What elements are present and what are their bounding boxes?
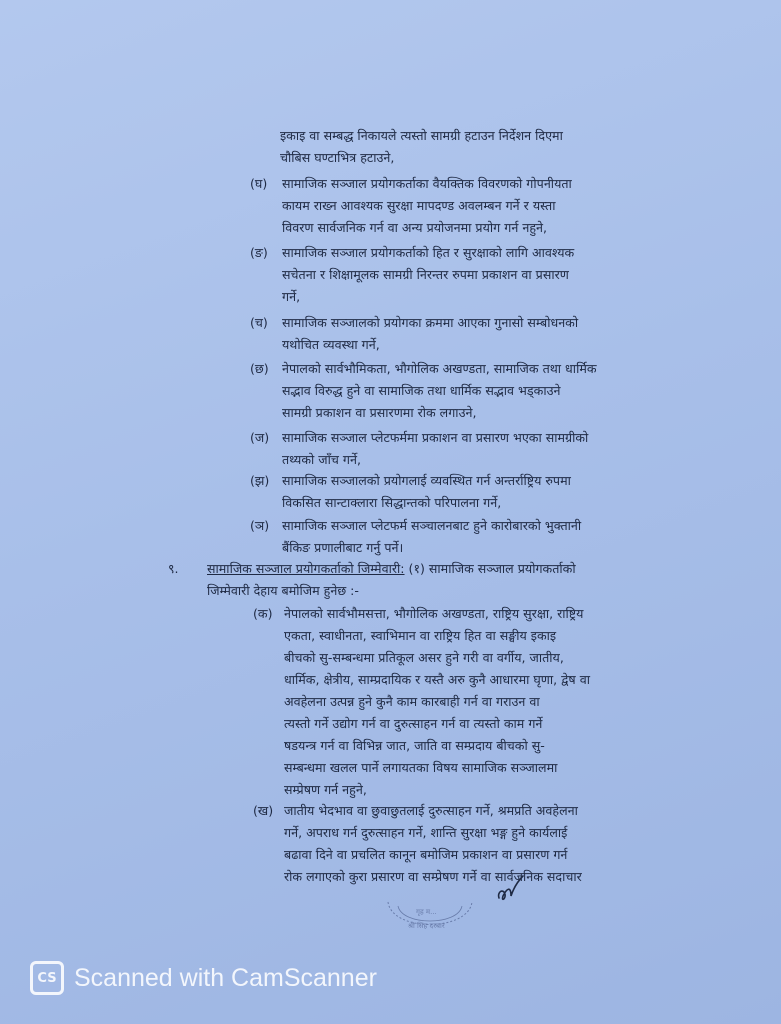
seal-outline [382, 892, 478, 946]
item-marker-nga: (ङ) [250, 245, 268, 260]
sub-item-ka-line-6: त्यस्तो गर्ने उद्योग गर्न वा दुरुत्साहन गर्न वा त्यस्तो काम गर्ने [284, 716, 543, 731]
sub-item-kha-line-4: रोक लगाएको कुरा प्रसारण वा सम्प्रेषण गर्ने वा सार्वजनिक सदाचार [284, 869, 582, 884]
intro-line-2: चौबिस घण्टाभित्र हटाउने, [280, 150, 395, 165]
stamp-text-1: गृह म... [416, 908, 437, 916]
item-gha-line-3: विवरण सार्वजनिक गर्न वा अन्य प्रयोजनमा प्रयोग गर्न नहुने, [282, 220, 548, 235]
sub-item-ka-line-1: नेपालको सार्वभौमसत्ता, भौगोलिक अखण्डता, राष्ट्रिय सुरक्षा, राष्ट्रिय [284, 606, 584, 621]
sub-item-ka-line-2: एकता, स्वाधीनता, स्वाभिमान वा राष्ट्रिय हित वा सङ्घीय इकाइ [284, 628, 557, 643]
item-nga-line-2: सचेतना र शिक्षामूलक सामग्री निरन्तर रुपमा प्रकाशन वा प्रसारण [282, 267, 569, 282]
item-marker-jha: (झ) [250, 473, 270, 488]
sub-item-marker-kha: (ख) [253, 803, 274, 818]
sub-item-ka-line-3: बीचको सु-सम्बन्धमा प्रतिकूल असर हुने गरी वा वर्गीय, जातीय, [284, 650, 564, 665]
sub-item-marker-ka: (क) [253, 606, 273, 621]
camscanner-logo-icon: CS [30, 961, 64, 995]
item-jha-line-1: सामाजिक सञ्जालको प्रयोगलाई व्यवस्थित गर्न अन्तर्राष्ट्रिय रुपमा [282, 473, 571, 488]
item-cha-line-1: सामाजिक सञ्जालको प्रयोगका क्रममा आएका गुनासो सम्बोधनको [282, 315, 579, 330]
item-ja-line-1: सामाजिक सञ्जाल प्लेटफर्ममा प्रकाशन वा प्रसारण भएका सामग्रीको [282, 430, 589, 445]
item-marker-gha: (घ) [250, 176, 268, 191]
section-number: ९. [168, 561, 179, 576]
section-second-line: जिम्मेवारी देहाय बमोजिम हुनेछ :- [207, 583, 359, 598]
item-nya-line-1: सामाजिक सञ्जाल प्लेटफर्म सञ्चालनबाट हुने कारोबारको भुक्तानी [282, 518, 582, 533]
section-heading: सामाजिक सञ्जाल प्रयोगकर्ताको जिम्मेवारी: [207, 561, 405, 576]
official-seal-stamp [382, 892, 478, 946]
sub-item-ka-line-4: धार्मिक, क्षेत्रीय, साम्प्रदायिक र यस्तै अरु कुनै आधारमा घृणा, द्वेष वा [284, 672, 590, 687]
item-chha-line-2: सद्भाव विरुद्ध हुने वा सामाजिक तथा धार्मिक सद्भाव भड्काउने [282, 383, 561, 398]
intro-line-1: इकाइ वा सम्बद्ध निकायले त्यस्तो सामग्री हटाउन निर्देशन दिएमा [280, 128, 563, 143]
item-ja-line-2: तथ्यको जाँच गर्ने, [282, 452, 361, 467]
item-gha-line-1: सामाजिक सञ्जाल प्रयोगकर्ताका वैयक्तिक विवरणको गोपनीयता [282, 176, 572, 191]
item-marker-nya: (ञ) [250, 518, 270, 533]
sub-item-kha-line-3: बढावा दिने वा प्रचलित कानून बमोजिम प्रकाशन वा प्रसारण गर्न [284, 847, 568, 862]
item-marker-cha: (च) [250, 315, 268, 330]
item-cha-line-2: यथोचित व्यवस्था गर्ने, [282, 337, 380, 352]
sub-item-ka-line-7: षडयन्त्र गर्न वा विभिन्न जात, जाति वा सम्प्रदाय बीचको सु- [284, 738, 545, 753]
stamp-text-2: श्री सिंह दरबार [408, 922, 445, 930]
item-marker-chha: (छ) [250, 361, 269, 376]
sub-item-ka-line-9: सम्प्रेषण गर्न नहुने, [284, 782, 367, 797]
item-chha-line-1: नेपालको सार्वभौमिकता, भौगोलिक अखण्डता, सामाजिक तथा धार्मिक [282, 361, 597, 376]
section-heading-line [207, 558, 576, 580]
item-nga-line-3: गर्ने, [282, 289, 301, 304]
sub-item-kha-line-1: जातीय भेदभाव वा छुवाछुतलाई दुरुत्साहन गर्ने, श्रमप्रति अवहेलना [284, 803, 578, 818]
sub-item-ka-line-5: अवहेलना उत्पन्न हुने कुनै काम कारबाही गर्न वा गराउन वा [284, 694, 540, 709]
camscanner-watermark-text: Scanned with CamScanner [74, 963, 377, 992]
sub-item-kha-line-2: गर्ने, अपराध गर्न दुरुत्साहन गर्ने, शान्ति सुरक्षा भङ्ग हुने कार्यलाई [284, 825, 568, 840]
camscanner-watermark [30, 960, 377, 996]
item-chha-line-3: सामग्री प्रकाशन वा प्रसारणमा रोक लगाउने, [282, 405, 477, 420]
item-marker-ja: (ज) [250, 430, 270, 445]
sub-item-ka-line-8: सम्बन्धमा खलल पार्ने लगायतका विषय सामाजिक सञ्जालमा [284, 760, 558, 775]
item-gha-line-2: कायम राख्न आवश्यक सुरक्षा मापदण्ड अवलम्बन गर्ने र यस्ता [282, 198, 556, 213]
item-jha-line-2: विकसित सान्टाक्लारा सिद्धान्तको परिपालना गर्ने, [282, 495, 502, 510]
item-nya-line-2: बैंकिङ प्रणालीबाट गर्नु पर्ने। [282, 540, 404, 555]
section-first-line-rest: (१) सामाजिक सञ्जाल प्रयोगकर्ताको [408, 561, 576, 576]
item-nga-line-1: सामाजिक सञ्जाल प्रयोगकर्ताको हित र सुरक्षाको लागि आवश्यक [282, 245, 575, 260]
signature-initials [493, 872, 529, 908]
